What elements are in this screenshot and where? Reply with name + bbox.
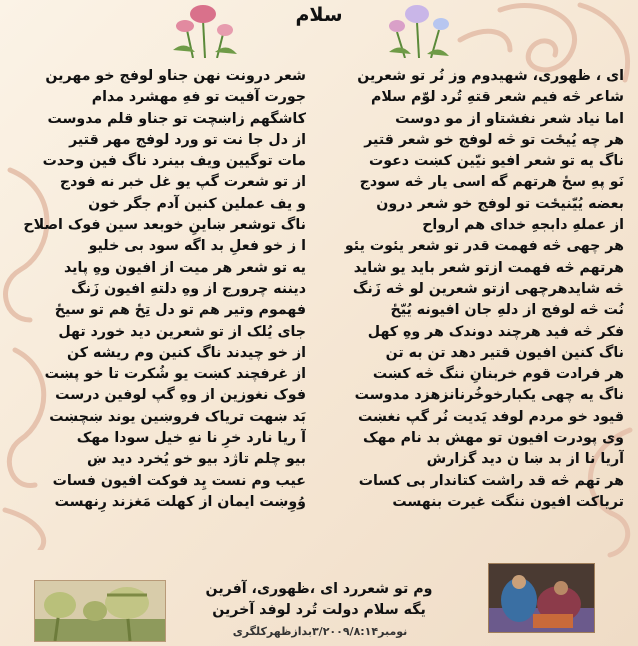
verse-line: کاشگهم زاښچت تو جناو قلم مدوست [47, 110, 306, 127]
verse-line: ناگ توشعر ښاینِ خوبعد سین فوک اصلاح [23, 217, 306, 234]
verse-line: از تو شعرت گپ یو غل خبر نه فودج [59, 174, 306, 191]
poem-title: سلام [295, 4, 343, 26]
verse-line: اما نیاد شعر نفشتاو از مو دوست [395, 110, 624, 127]
verse-line: از غرفچند کښت یو شُکرت تا خو پښت [44, 366, 306, 383]
people-photo-image [488, 563, 595, 633]
verse-line: نُت څه لوفج از دلهِ جان افیونه یُیّځ [390, 302, 624, 319]
verse-line: آریا نا از بد ښا ن دید گزارش [426, 451, 624, 468]
verse-line: قیود خو مردم لوفد یَدیت نُر گپ نغښت [357, 408, 624, 425]
verse-line: ناگ یه تو شعر افیو نیّین کښت دعوت [368, 153, 624, 170]
verse-line: جورت آفیت تو فهِ مهشرد مدام [91, 89, 306, 106]
verse-line: وُوِښت ایمان از کهلت مَغزند رِنهست [54, 493, 306, 510]
verse-line: مات توگیین ویف بینرد ناگ فین وحدت [42, 153, 306, 170]
verse-line: از دل جا نت تو ورد لوفج مهر قتیر [69, 131, 306, 148]
verse-line: ا ز خو فعلِ بد اگه سود بی خلیو [88, 238, 306, 255]
verse-line: دیننه چرورج از وهِ دلتهِ افیون زَنگ [71, 280, 306, 297]
poem-column-right [332, 66, 624, 513]
closing-couplet [180, 579, 458, 621]
verse-line: هرتهم څه فهمت ازتو شعر باید یو شاید [353, 259, 624, 276]
closing-line: وم تو شعررد ای ،ظهوری، آفرین [205, 581, 433, 597]
date-signature: نومبر۳/۲۰۰۹/۸:۱۴بدازظهرکلگری [232, 625, 408, 638]
verse-line: شعر درونت نهن جناو لوفج خو مهرین [45, 68, 306, 84]
verse-line: څه شایدهرچهی ازتو شعرین لو څه زَنگ [352, 280, 624, 297]
verse-line: از خو چیدند ناگ کنین وم ریشه کن [66, 344, 306, 361]
verse-line: فهموم وتیر هم تو دل تِځ هم تو سیځ [54, 302, 306, 319]
verse-line: از عملهِ دابجهِ خدای هم ارواح [422, 217, 624, 234]
verse-line: عیب وم نست یِد فوکت افیون فسات [52, 472, 306, 489]
verse-line: بعضه یُیّنیځت تو لوفج خو شعر درون [376, 195, 624, 212]
verse-line: وی پودرت افیون تو مهش بد نام مهک [363, 430, 624, 447]
verse-line: ناگ یه چهی یکبارخوخُرنانزهزد مدوست [354, 387, 624, 404]
verse-line: تریاکت افیون ننگت غیرت بنهست [392, 493, 624, 510]
verse-line: ناگ کنین افیون قتیر دهد تن به تن [385, 344, 624, 361]
verse-line: هر تهم څه قد راشت کتاندار بی کسات [358, 472, 624, 489]
verse-line: بَد ښهت تریاک فروښین یوند ښچښت [49, 408, 306, 425]
verse-line: هر چهی څه فهمت قدر تو شعر یئوت یئو [344, 238, 624, 255]
verse-line: ای ، ظهوری، شهیدوم وز نُر تو شعرین [357, 68, 624, 84]
verse-line: آ ریا نارد خرِ نا نهِ خیل سودا مهک [76, 430, 306, 447]
verse-line: هر چه یُیځت تو څه لوفج خو شعر قتیر [364, 131, 624, 148]
poem-column-left [18, 66, 306, 513]
verse-line: فکر څه فید هرچند دوندک هر وهِ کهل [367, 323, 624, 340]
verse-line: هر فرادت قوم خربنانِ ننگ څه کښت [372, 366, 624, 383]
verse-line: فوک نغوزین از وهِ گپ لوفین درست [55, 387, 306, 404]
verse-line: بیو چلم تاژد بیو خو یُخرد دید ښ [86, 451, 306, 468]
poppy-pods-image [34, 580, 166, 642]
closing-line: یگه سلام دولت تُرد لوفد آخرین [212, 602, 426, 618]
verse-line: نَو پهِ سځ هرتهم گه اسی یار څه سودج [359, 174, 624, 191]
verse-line: یه تو شعر هر میت از افیون وهِ پاید [63, 259, 306, 276]
verse-line: و یف عملین کنین آدم جگر خون [88, 195, 306, 212]
verse-line: جای یُلک از تو شعرین دید خورد تهل [58, 323, 306, 340]
verse-line: شاعر څه فیم شعر قتهِ تُرد لوّم سلام [370, 89, 624, 106]
